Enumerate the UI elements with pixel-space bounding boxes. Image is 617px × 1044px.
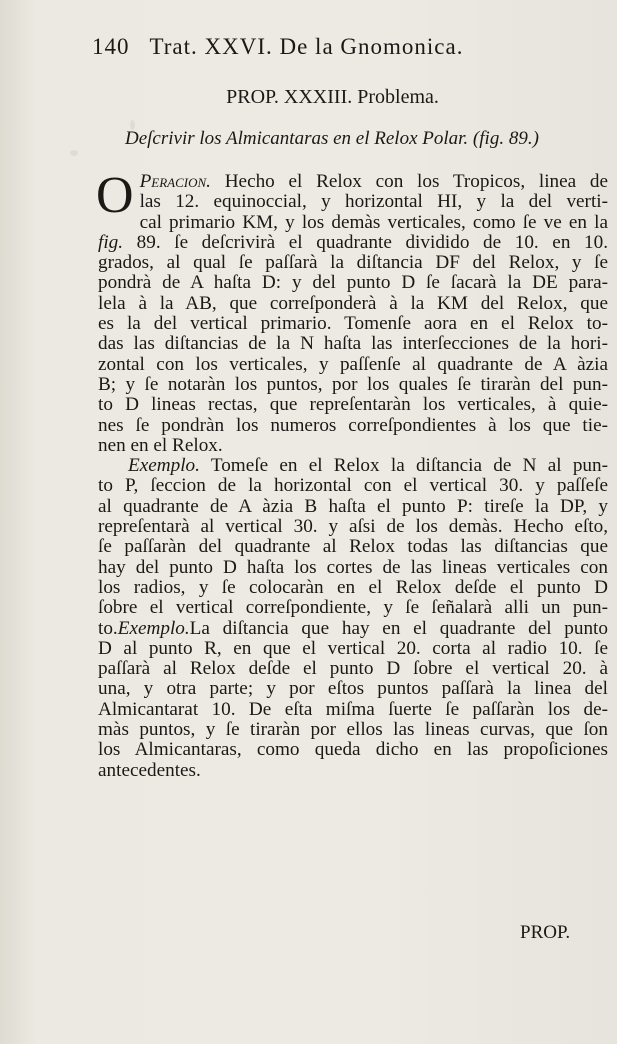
text-line: [98, 213, 608, 233]
line-text: Almicantarat 10. De eſta miſma ſuerte ſe paſſaràn los de-: [98, 698, 608, 720]
text-line: [98, 355, 608, 375]
line-text: es la del vertical primario. Tomenſe aora en el Relox to-: [98, 313, 608, 335]
line-text: to D lineas rectas, que repreſentaràn los verticales, à quie-: [98, 394, 608, 416]
line-text: màs puntos, y ſe tiraràn por ellos las lineas curvas, que ſon: [98, 719, 608, 741]
text-line: [98, 598, 608, 618]
text-line: [98, 416, 608, 436]
drop-cap: O: [96, 167, 134, 224]
running-title: Trat. XXVI. De la Gnomonica.: [149, 34, 464, 59]
line-text: ſe paſſaràn del quadrante al Relox todas las diſtancias que: [98, 536, 608, 558]
text-line: [98, 537, 608, 557]
line-text: las 12. equinoccial, y horizontal HI, y la del verti-: [139, 191, 608, 213]
line-text: ſobre el vertical correſpondiente, y ſe ſeñalarà alli un pun-: [98, 597, 608, 619]
line-text: los radios, y ſe colocaràn en el Relox deſde el punto D: [98, 576, 608, 598]
text-line: [98, 456, 608, 476]
lead-word: Peracion.: [139, 171, 211, 192]
text-line: [98, 700, 608, 720]
lead-word: Exemplo.: [128, 455, 200, 477]
text-line: [98, 273, 608, 293]
text-line: [98, 253, 608, 273]
line-text: Tomeſe en el Relox la diſtancia de N al pun-: [199, 455, 608, 477]
line-text: pondrà de A haſta D: y del punto D ſe ſacarà la DE para-: [98, 272, 608, 294]
line-text: to.: [98, 617, 118, 639]
text-line: [98, 314, 608, 334]
paper-spot: [70, 150, 78, 156]
text-line: [98, 740, 608, 760]
line-text: hay del punto D haſta los cortes de las lineas verticales con: [98, 556, 608, 578]
line-text: antecedentes.: [98, 759, 201, 781]
proposition-title: Deſcrivir los Almicantaras en el Relox Polar. (fig. 89.): [125, 128, 539, 149]
line-text: los Almicantaras, como queda dicho en las propoſiciones: [98, 739, 608, 761]
text-line: [98, 679, 608, 699]
text-line: [98, 720, 608, 740]
text-line: [98, 497, 608, 517]
line-text: lela à la AB, que correſponderà à la KM del Relox, que: [98, 292, 608, 314]
line-text: paſſarà al Relox deſde el punto D ſobre el vertical 20. à: [98, 658, 608, 680]
line-text: repreſentarà al vertical 30. y aſsi de los demàs. Hecho eſto,: [98, 516, 608, 538]
text-line: [98, 192, 608, 212]
text-line: [98, 436, 608, 456]
body-text: [96, 167, 608, 781]
lead-word: fig.: [98, 231, 124, 253]
text-line: [98, 558, 608, 578]
text-line: [98, 639, 608, 659]
text-line: [98, 578, 608, 598]
text-line: [98, 233, 608, 253]
lead-word: Exemplo.: [117, 617, 190, 639]
text-line: [98, 172, 608, 192]
line-text: D al punto R, en que el vertical 20. corta al radio 10. ſe: [98, 637, 608, 659]
catchword: PROP.: [520, 922, 571, 943]
text-line: [98, 334, 608, 354]
line-text: nen en el Relox.: [98, 434, 223, 456]
line-text: B; y ſe notaràn los puntos, por los quales ſe tiraràn del pun-: [98, 373, 608, 395]
line-text: La diſtancia que hay en el quadrante del punto: [189, 617, 608, 639]
text-line: [98, 517, 608, 537]
line-text: nes ſe pondràn los numeros correſpondientes à los que tie-: [98, 414, 608, 436]
line-text: una, y otra parte; y por eſtos puntos paſſarà la linea del: [98, 678, 608, 700]
proposition-heading: PROP. XXXIII. Problema.: [226, 86, 439, 108]
text-line: [98, 395, 608, 415]
text-line: [98, 375, 608, 395]
line-text: to P, ſeccion de la horizontal con el vertical 30. y paſſeſe: [98, 475, 608, 497]
line-text: cal primario KM, y los demàs verticales, como ſe ve en la: [139, 211, 608, 233]
line-text: das las diſtancias de la N haſta las interſecciones de la hori-: [98, 333, 608, 355]
line-text: grados, al qual ſe paſſarà la diſtancia DF del Relox, y ſe: [98, 252, 608, 274]
page-number: 140: [92, 34, 130, 59]
text-line: [98, 761, 608, 781]
text-line: [98, 659, 608, 679]
line-text: Hecho el Relox con los Tropicos, linea de: [210, 171, 608, 192]
line-text: zontal con los verticales, y paſſenſe al quadrante de A àzia: [98, 353, 608, 375]
text-line: [98, 619, 608, 639]
line-text: al quadrante de A àzia B haſta el punto P: tireſe la DP, y: [98, 495, 608, 517]
text-line: [98, 476, 608, 496]
line-text: 89. ſe deſcrivirà el quadrante dividido de 10. en 10.: [123, 231, 608, 253]
text-line: [98, 294, 608, 314]
running-head: [92, 34, 562, 60]
